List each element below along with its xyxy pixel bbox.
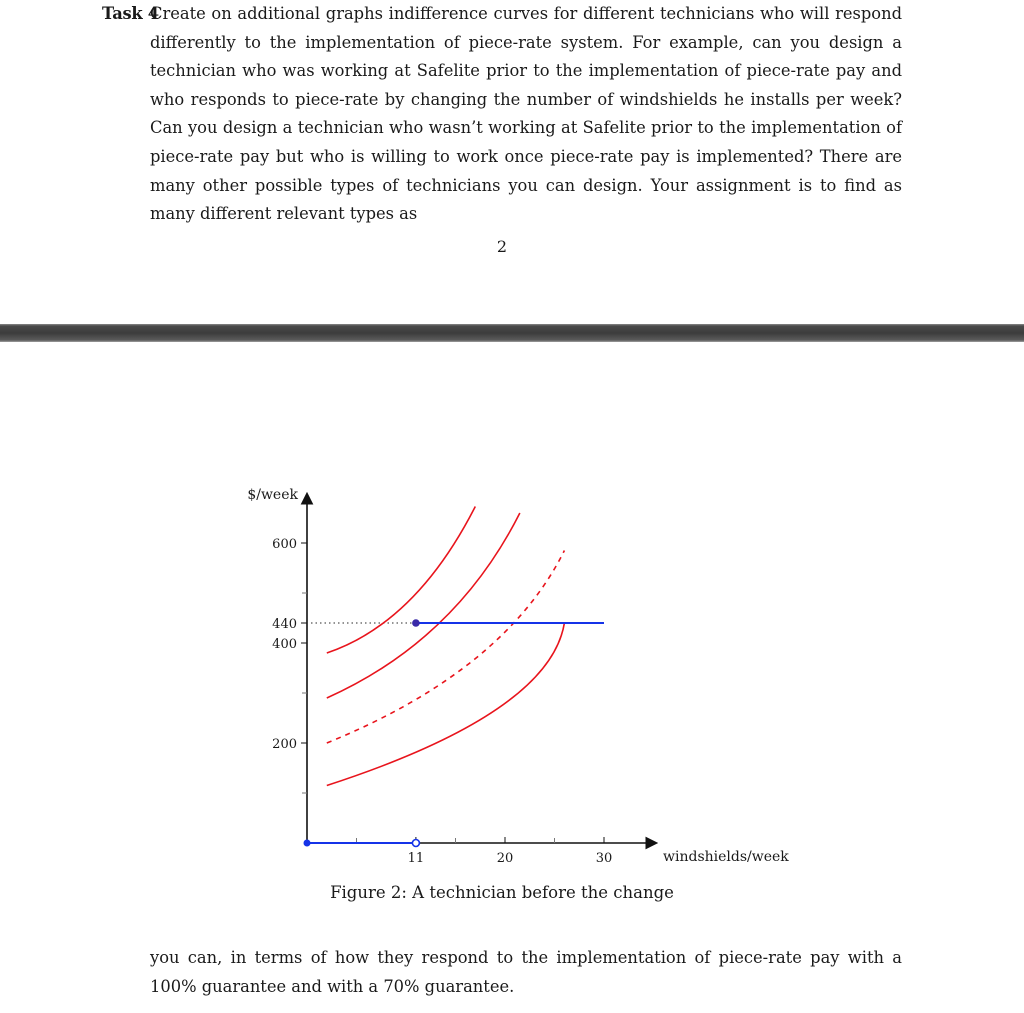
highlighted-point [412, 619, 420, 627]
task-text: Create on additional graphs indifference curves for different technicians who will respond differently to the implementation of piece-rate system. For example, can you design a technician who was working at Safelite prior to the implementation of piece-rate pay and who responds to piece-rate by changing the number of windshields he installs per week? Can you design a technician who wasn’t working at Safelite prior to the implementation of piece-rate pay but who is willing to work once piece-rate pay is implemented? There are many other possible types of technicians you can design. Your assignment is to find as many different relevant types as [150, 4, 902, 224]
y-tick-label: 600 [272, 537, 297, 552]
y-tick-label: 440 [272, 617, 297, 632]
indifference-curve-ic2 [327, 513, 520, 698]
x-tick-label: 11 [407, 851, 425, 866]
origin-point [304, 840, 311, 847]
open-point [412, 840, 419, 847]
indifference-curve-chart [0, 342, 1024, 882]
task-paragraph [102, 0, 902, 229]
page-number: 2 [496, 237, 508, 256]
y-tick-label: 400 [272, 637, 297, 652]
task-label: Task 4 [102, 4, 159, 23]
figure-caption: Figure 2: A technician before the change [330, 883, 674, 902]
x-tick-label: 20 [496, 851, 514, 866]
page-break-bar [0, 324, 1024, 342]
indifference-curve-ic3 [327, 551, 565, 744]
indifference-curve-ic1 [327, 507, 476, 654]
indifference-curve-ic4 [327, 623, 565, 786]
figure [0, 342, 1024, 922]
x-tick-label: 30 [595, 851, 613, 866]
continuation-paragraph: you can, in terms of how they respond to the implementation of piece-rate pay with a 100% guarantee and with a 70% guarantee. [150, 948, 902, 996]
y-axis-label: $/week [247, 487, 298, 503]
y-tick-label: 200 [272, 737, 297, 752]
x-axis-label: windshields/week [663, 849, 789, 865]
